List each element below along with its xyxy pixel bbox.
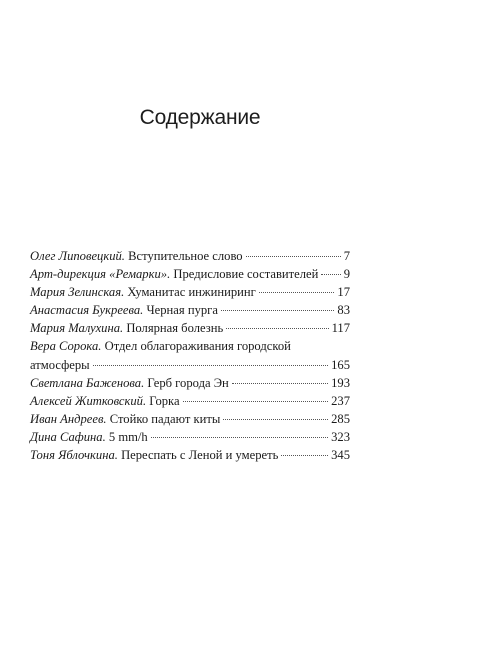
toc-entry (30, 247, 350, 265)
toc-leader (321, 274, 340, 275)
toc-page-number: 345 (331, 448, 350, 463)
toc-title: Горка (149, 393, 180, 408)
toc-author: Алексей Житковский. (30, 393, 147, 408)
toc-entry (30, 319, 350, 337)
toc-author: Тоня Яблочкина. (30, 448, 118, 463)
toc-page-number: 7 (343, 249, 350, 263)
toc-leader (226, 328, 328, 329)
page-title: Содержание (139, 106, 261, 129)
toc-page-number: 9 (343, 267, 350, 282)
toc-title: Герб города Эн (147, 375, 229, 390)
toc-leader (281, 455, 328, 456)
toc-title: Переспать с Леной и умереть (121, 448, 279, 463)
toc-author: Арт-дирекция «Ремарки». (30, 267, 171, 282)
toc-page-number: 117 (331, 321, 350, 336)
toc-entry (30, 374, 350, 392)
toc-entry-second-line (30, 356, 350, 374)
toc-author: Анастасия Букреева. (30, 303, 144, 318)
toc-entry (30, 283, 350, 301)
toc-leader (223, 419, 328, 420)
toc-title: Полярная болезнь (126, 321, 224, 336)
toc-author: Мария Зелинская. (30, 285, 125, 300)
toc-author: Светлана Баженова. (30, 375, 145, 390)
toc-entry (30, 265, 350, 283)
toc-leader (232, 383, 328, 384)
toc-leader (221, 310, 334, 311)
toc-entry (30, 392, 350, 410)
toc-title: 5 mm/h (108, 429, 148, 444)
toc-page-number: 165 (331, 357, 350, 372)
toc-leader (151, 437, 328, 438)
toc-title: Вступительное слово (128, 249, 243, 263)
toc-page-number: 323 (331, 429, 350, 444)
toc-entry (30, 446, 350, 464)
toc-leader (246, 256, 341, 257)
toc-title: Стойко падают киты (109, 411, 221, 426)
toc-entry (30, 410, 350, 428)
toc-page-number: 285 (331, 411, 350, 426)
toc-author: Иван Андреев. (30, 411, 107, 426)
toc-entry-first-line (30, 337, 350, 355)
toc-leader (183, 401, 329, 402)
toc-title: Отдел облагораживания городской (104, 339, 291, 354)
toc-page-number: 237 (331, 393, 350, 408)
toc-entry (30, 428, 350, 446)
toc-author: Дина Сафина. (30, 429, 106, 444)
toc-page-number: 17 (337, 285, 350, 300)
toc-entry (30, 301, 350, 319)
toc-title: Предисловие составителей (173, 267, 319, 282)
toc-author: Олег Липовецкий. (30, 249, 125, 263)
toc-title: Хуманитас инжиниринг (127, 285, 256, 300)
toc-title-continued: атмосферы (30, 357, 90, 372)
toc-leader (93, 365, 329, 366)
table-of-contents (30, 247, 350, 464)
toc-author: Вера Сорока. (30, 339, 102, 354)
toc-page-number: 193 (331, 375, 350, 390)
toc-title: Черная пурга (146, 303, 218, 318)
toc-leader (259, 292, 335, 293)
toc-author: Мария Малухина. (30, 321, 124, 336)
toc-page-number: 83 (337, 303, 350, 318)
toc-entry (30, 337, 350, 373)
